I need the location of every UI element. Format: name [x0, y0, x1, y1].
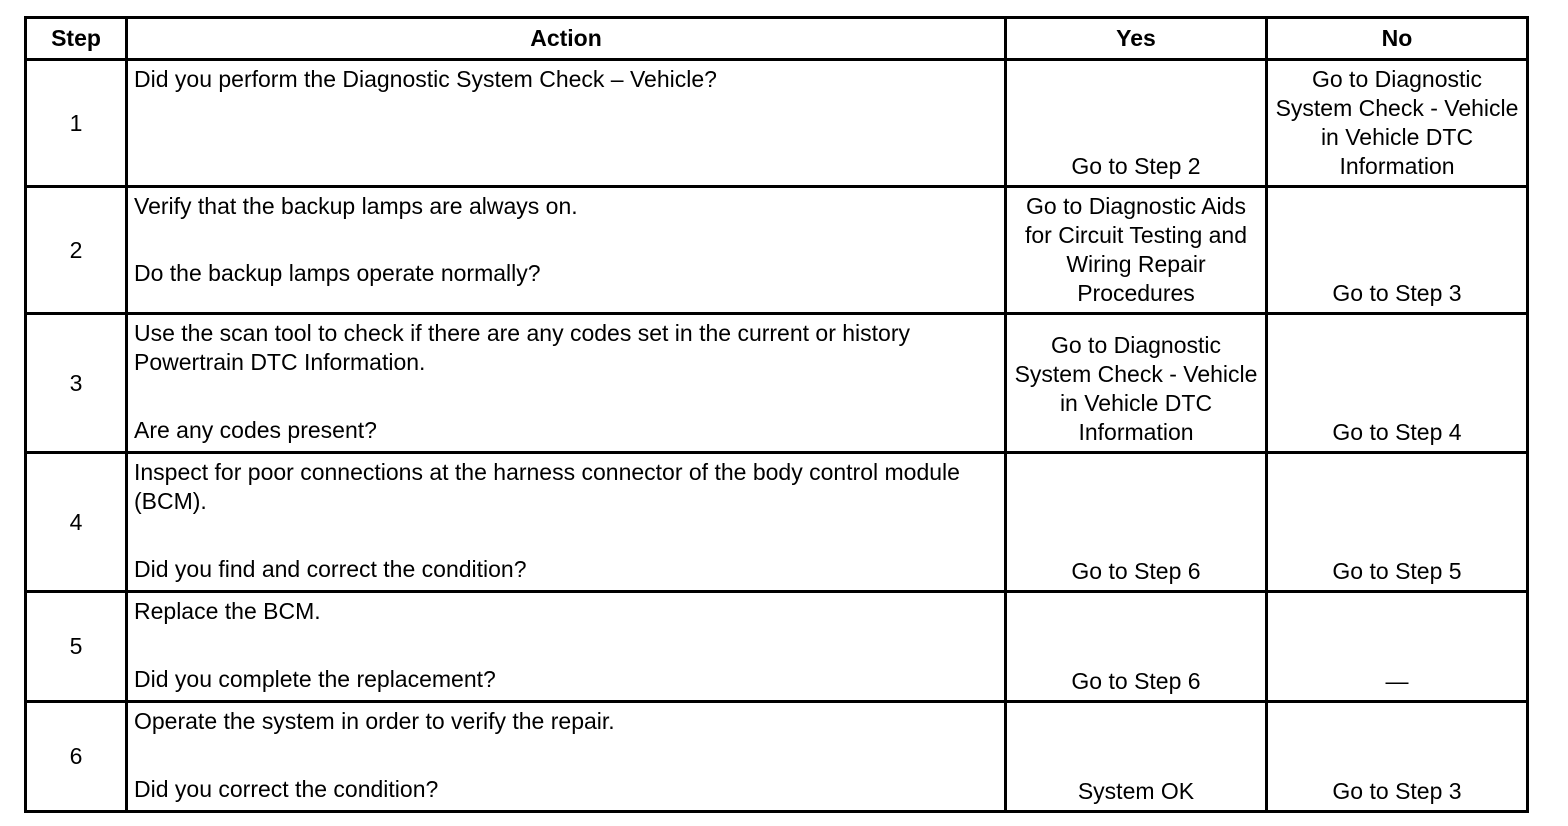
no-result: Go to Step 5 [1267, 453, 1528, 592]
header-yes: Yes [1006, 18, 1267, 60]
table-row [26, 187, 1528, 314]
diagnostic-table [24, 16, 1529, 813]
table-row [26, 702, 1528, 812]
table-row [26, 314, 1528, 453]
action-instruction: Verify that the backup lamps are always on. [134, 193, 578, 219]
table-header-row [26, 18, 1528, 60]
action-cell [127, 314, 1006, 453]
table-row [26, 592, 1528, 702]
yes-result: Go to Step 6 [1006, 453, 1267, 592]
action-instruction: Inspect for poor connections at the harness connector of the body control module (BCM). [134, 459, 960, 514]
action-question: Are any codes present? [134, 417, 377, 443]
action-instruction: Replace the BCM. [134, 598, 321, 624]
step-number: 3 [26, 314, 127, 453]
header-step: Step [26, 18, 127, 60]
action-cell [127, 592, 1006, 702]
no-result: Go to Step 4 [1267, 314, 1528, 453]
yes-result: System OK [1006, 702, 1267, 812]
action-cell [127, 702, 1006, 812]
action-question: Did you correct the condition? [134, 776, 439, 802]
action-cell [127, 60, 1006, 187]
action-instruction: Did you perform the Diagnostic System Check – Vehicle? [134, 66, 717, 92]
action-question: Do the backup lamps operate normally? [134, 260, 541, 286]
header-action: Action [127, 18, 1006, 60]
action-question: Did you complete the replacement? [134, 666, 496, 692]
action-cell [127, 453, 1006, 592]
header-no: No [1267, 18, 1528, 60]
step-number: 6 [26, 702, 127, 812]
step-number: 1 [26, 60, 127, 187]
no-result: Go to Step 3 [1267, 187, 1528, 314]
table-row [26, 453, 1528, 592]
action-cell [127, 187, 1006, 314]
step-number: 4 [26, 453, 127, 592]
yes-result: Go to Step 2 [1006, 60, 1267, 187]
no-result: Go to Step 3 [1267, 702, 1528, 812]
action-instruction: Use the scan tool to check if there are any codes set in the current or history Powertrain DTC Information. [134, 320, 911, 375]
yes-result: Go to Diagnostic System Check - Vehicle in Vehicle DTC Information [1006, 314, 1267, 453]
yes-result: Go to Step 6 [1006, 592, 1267, 702]
step-number: 2 [26, 187, 127, 314]
table-row [26, 60, 1528, 187]
action-instruction: Operate the system in order to verify the repair. [134, 708, 615, 734]
action-question: Did you find and correct the condition? [134, 556, 527, 582]
yes-result: Go to Diagnostic Aids for Circuit Testing and Wiring Repair Procedures [1006, 187, 1267, 314]
no-result: Go to Diagnostic System Check - Vehicle in Vehicle DTC Information [1267, 60, 1528, 187]
diagnostic-table-container [24, 16, 1526, 807]
no-result: — [1267, 592, 1528, 702]
step-number: 5 [26, 592, 127, 702]
